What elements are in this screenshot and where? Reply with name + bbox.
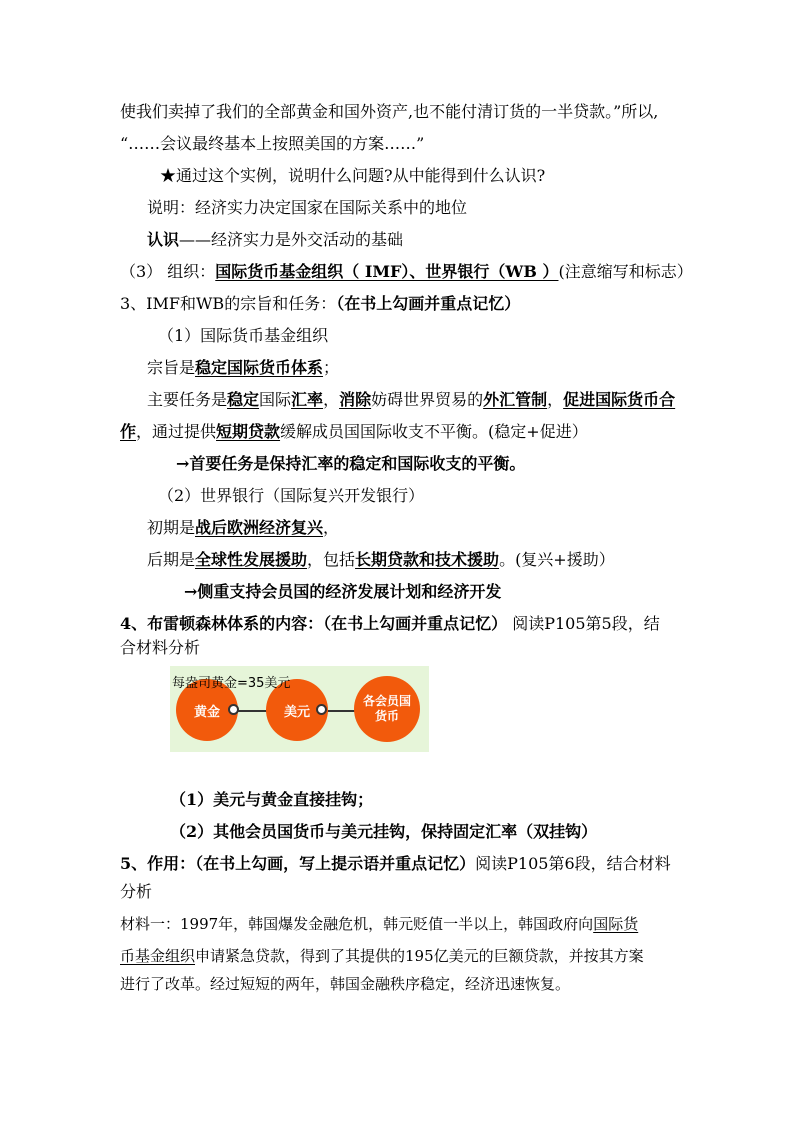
material-1-line-2: 币基金组织申请紧急贷款，得到了其提供的195亿美元的巨额贷款，并按其方案 xyxy=(120,947,644,965)
explanation-line: 说明：经济实力决定国家在国际关系中的地位 xyxy=(147,198,468,217)
section-4-heading-cont: 合材料分析 xyxy=(120,638,201,657)
member-currency-circle: 各会员国 货币 xyxy=(354,676,420,742)
wb-subheading: （2）世界银行（国际复兴开发银行） xyxy=(158,486,425,505)
text-line-1: 使我们卖掉了我们的全部黄金和国外资产,也不能付清订货的一半贷款。”所以, xyxy=(120,102,659,121)
text-line-2: “……会议最终基本上按照美国的方案……” xyxy=(120,134,425,153)
organization-line: （3） 组织：国际货币基金组织（ IMF）、世界银行（WB ）(注意缩写和标志） xyxy=(120,262,693,281)
material-1-line-3: 进行了改革。经过短短的两年，韩国金融秩序稳定，经济迅速恢复。 xyxy=(120,975,571,993)
section-3-heading: 3、IMF和WB的宗旨和任务：（在书上勾画并重点记忆） xyxy=(120,294,521,313)
imf-tasks-line-2: 作，通过提供短期贷款缓解成员国国际收支不平衡。(稳定+促进） xyxy=(120,422,588,441)
question-line: ★通过这个实例，说明什么问题?从中能得到什么认识? xyxy=(160,166,546,185)
section-5-heading-cont: 分析 xyxy=(120,882,153,901)
gold-circle: 黄金 xyxy=(176,679,238,741)
imf-subheading: （1）国际货币基金组织 xyxy=(158,326,329,345)
gold-price-caption: 每盎司黄金=35美元 xyxy=(172,676,291,691)
double-peg-point-1: （1）美元与黄金直接挂钩； xyxy=(170,790,374,809)
imf-purpose-line: 宗旨是稳定国际货币体系； xyxy=(147,358,340,377)
wb-later-line: 后期是全球性发展援助，包括长期贷款和技术援助。(复兴+援助） xyxy=(147,550,615,569)
imf-tasks-line-1: 主要任务是稳定国际汇率，消除妨碍世界贸易的外汇管制，促进国际货币合 xyxy=(147,390,676,409)
imf-primary-task: →首要任务是保持汇率的稳定和国际收支的平衡。 xyxy=(176,454,526,473)
section-5-heading: 5、作用：（在书上勾画，写上提示语并重点记忆）阅读P105第6段，结合材料 xyxy=(120,854,671,873)
section-4-heading: 4、布雷顿森林体系的内容：（在书上勾画并重点记忆） 阅读P105第5段，结 xyxy=(120,614,660,633)
hook-icon xyxy=(228,704,239,715)
insight-line: 认识——经济实力是外交活动的基础 xyxy=(147,230,404,249)
hook-icon xyxy=(316,704,327,715)
wb-early-line: 初期是战后欧洲经济复兴， xyxy=(147,518,340,537)
bretton-woods-diagram xyxy=(170,666,429,752)
usd-circle: 美元 xyxy=(266,679,328,741)
material-1-line-1: 材料一：1997年，韩国爆发金融危机，韩元贬值一半以上，韩国政府向国际货 xyxy=(120,915,639,933)
wb-focus-line: →侧重支持会员国的经济发展计划和经济开发 xyxy=(184,582,502,601)
double-peg-point-2: （2）其他会员国货币与美元挂钩，保持固定汇率（双挂钩） xyxy=(170,822,598,841)
